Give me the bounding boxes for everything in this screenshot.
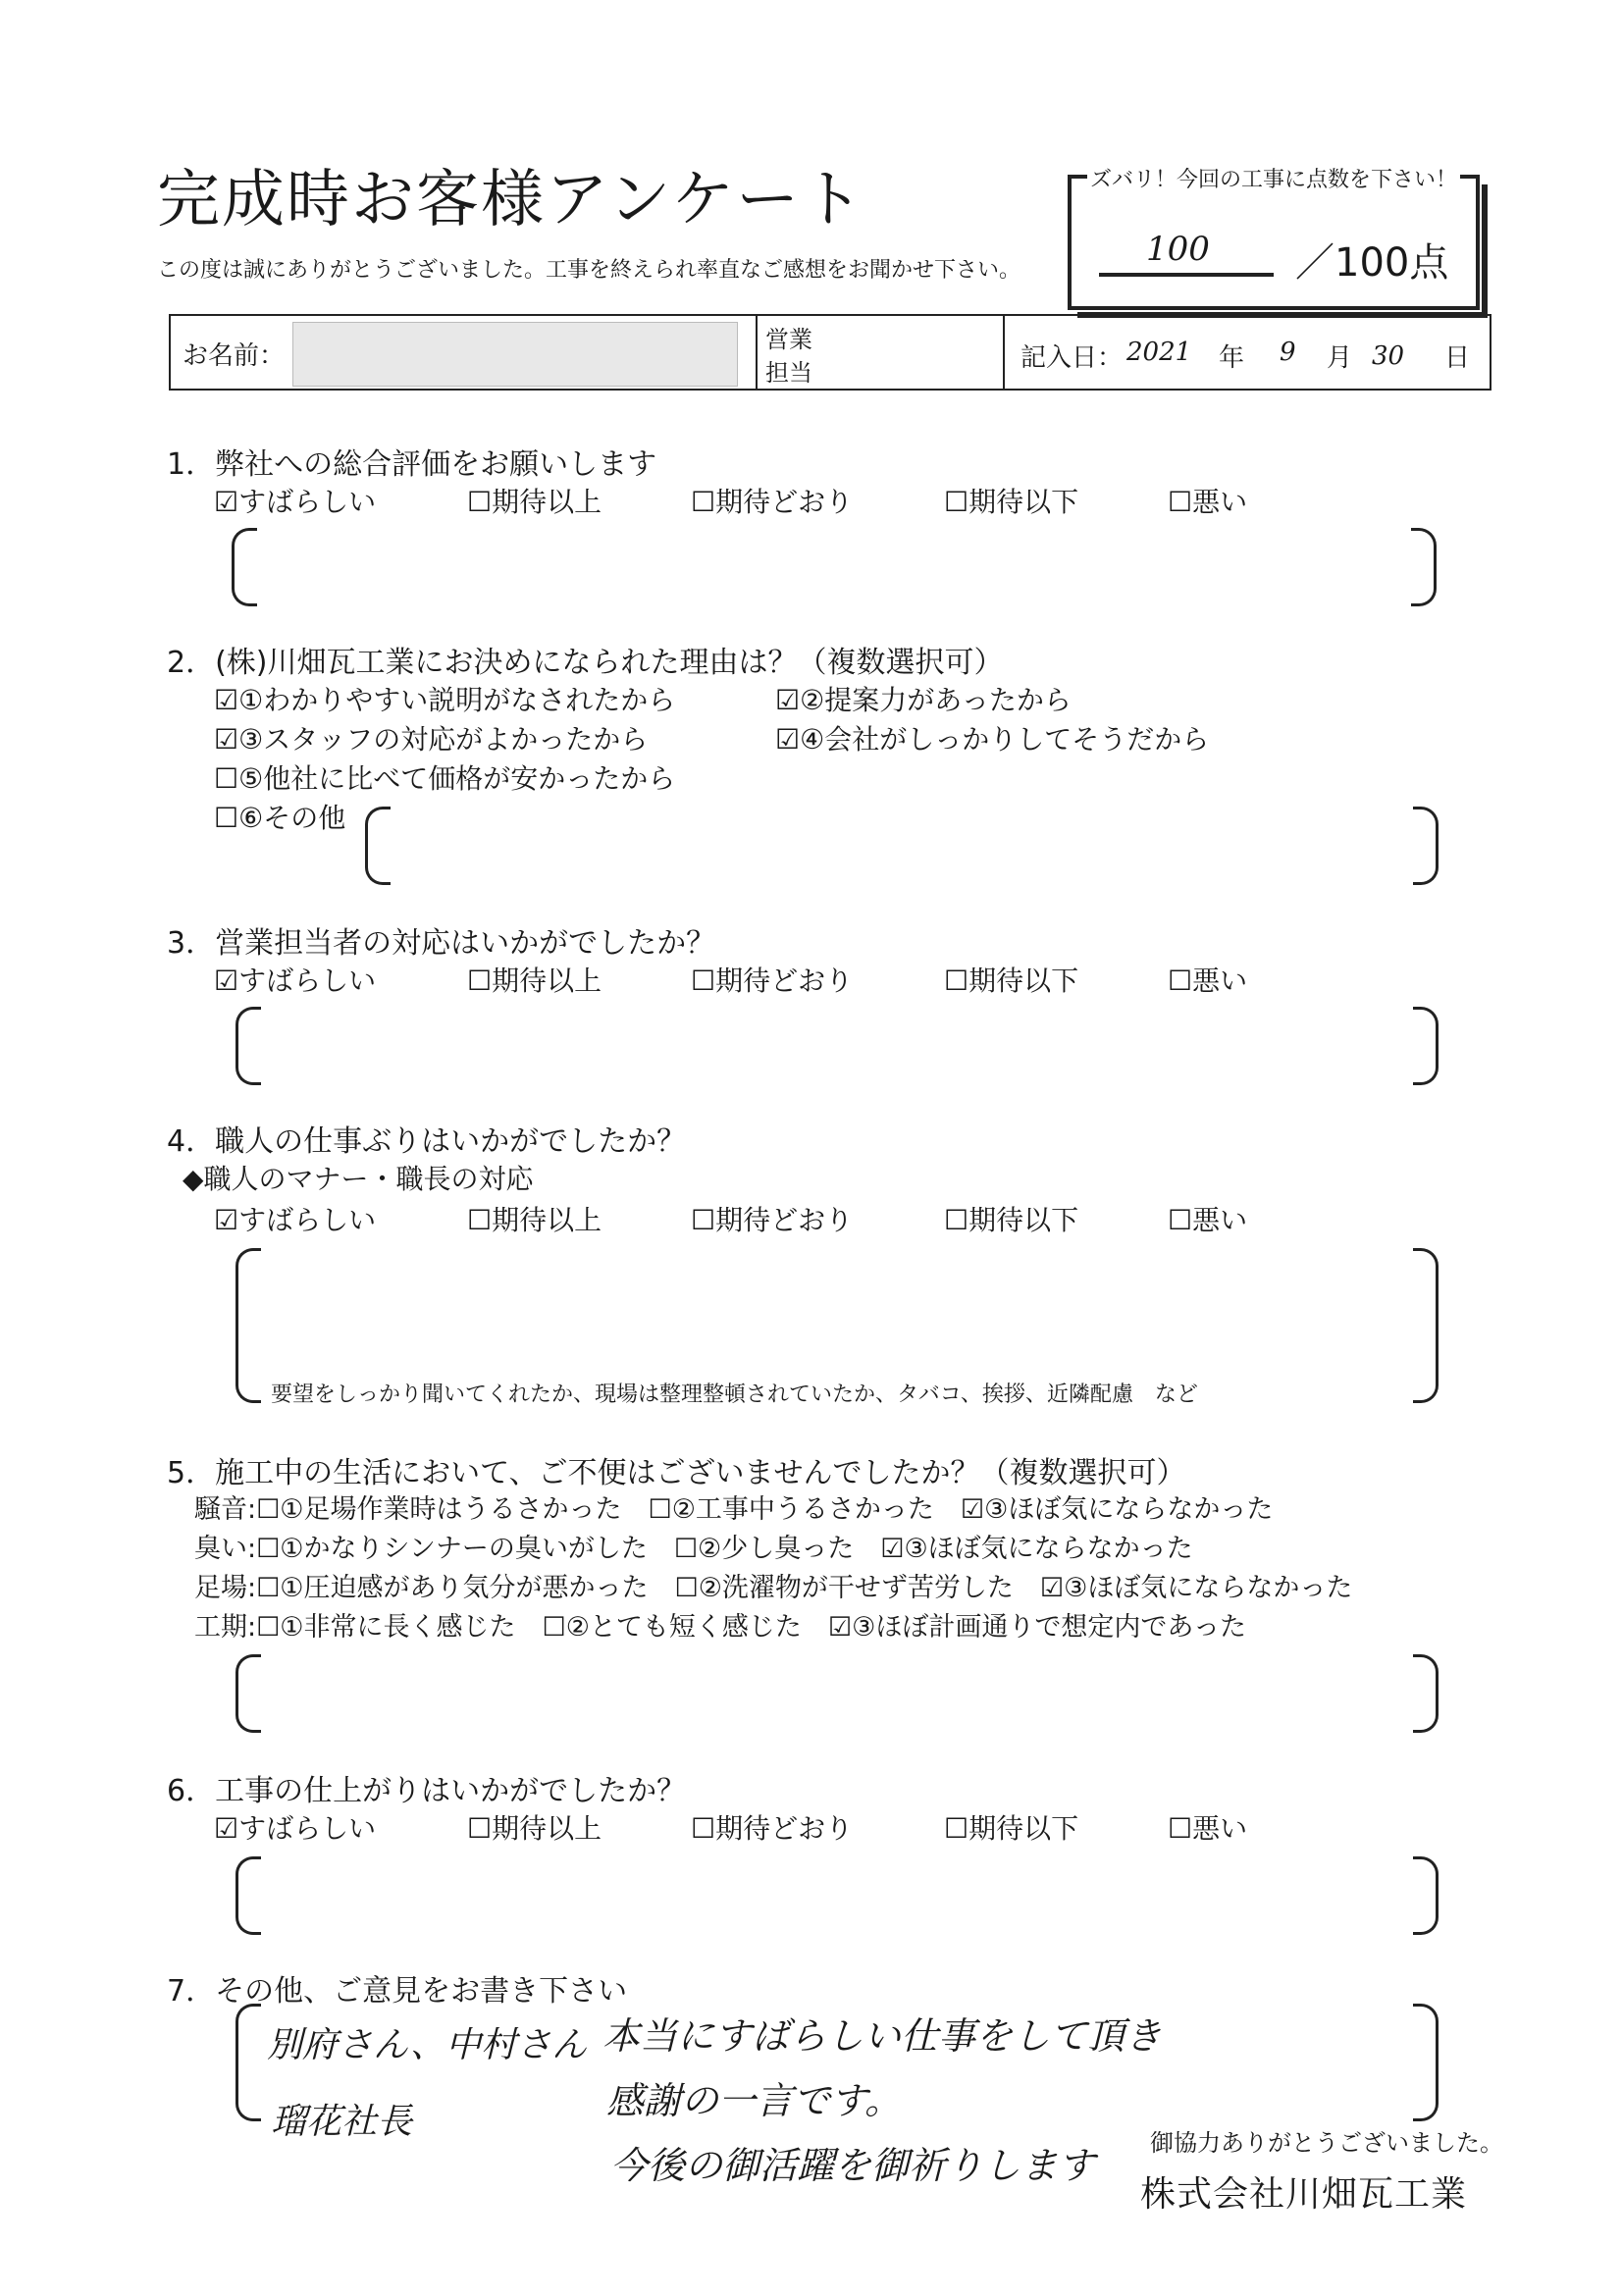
q7-title: 7．その他、ご意見をお書き下さい xyxy=(167,1974,628,2009)
q3-option-expected[interactable]: ☐期待どおり xyxy=(691,965,854,997)
q5-comment-bracket-right xyxy=(1413,1654,1439,1733)
q4-comment-bracket-left xyxy=(235,1248,261,1403)
name-field[interactable] xyxy=(292,322,738,387)
q1-comment-bracket-left xyxy=(232,528,257,606)
q7-handwritten-president[interactable]: 瑠花社長 xyxy=(271,2102,413,2142)
q7-handwritten-names[interactable]: 別府さん、中村さん xyxy=(267,2025,588,2065)
q3-comment-bracket-right xyxy=(1413,1007,1439,1085)
year-value[interactable]: 2021 xyxy=(1126,338,1192,367)
q2-option-4[interactable]: ☑④会社がしっかりしてそうだから xyxy=(775,723,1210,756)
q3-option-below[interactable]: ☐期待以下 xyxy=(944,965,1079,997)
company-name: 株式会社川畑瓦工業 xyxy=(1140,2174,1468,2215)
q6-option-bad[interactable]: ☐悪い xyxy=(1168,1812,1248,1845)
q4-subtitle: ◆職人のマナー・職長の対応 xyxy=(183,1163,534,1195)
q2-option-1[interactable]: ☑①わかりやすい説明がなされたから xyxy=(214,684,676,716)
q4-comment-bracket-right xyxy=(1413,1248,1439,1403)
q7-handwritten-line-3[interactable]: 今後の御活躍を御祈りします xyxy=(610,2144,1096,2187)
q6-option-below[interactable]: ☐期待以下 xyxy=(944,1812,1079,1845)
q1-title: 1．弊社への総合評価をお願いします xyxy=(167,447,657,482)
thanks-note: 御協力ありがとうございました。 xyxy=(1150,2129,1503,2157)
sales-label-1: 営業 xyxy=(765,326,812,353)
q2-option-6[interactable]: ☐⑥その他 xyxy=(214,802,346,834)
q1-option-below[interactable]: ☐期待以下 xyxy=(944,486,1079,518)
q5-row-smell[interactable]: 臭い:☐①かなりシンナーの臭いがした ☐②少し臭った ☑③ほぼ気にならなかった xyxy=(194,1534,1193,1564)
info-divider xyxy=(756,314,758,391)
q4-title: 4．職人の仕事ぶりはいかがでしたか？ xyxy=(167,1124,687,1159)
score-underline xyxy=(1099,273,1274,277)
q2-option-3[interactable]: ☑③スタッフの対応がよかったから xyxy=(214,723,649,756)
q7-comment-bracket-left xyxy=(235,2004,261,2121)
score-heading: ズバリ！今回の工事に点数を下さい！ xyxy=(1087,163,1460,193)
q6-option-above[interactable]: ☐期待以上 xyxy=(467,1812,602,1845)
q2-title: 2．(株)川畑瓦工業にお決めになられた理由は？（複数選択可） xyxy=(167,646,1004,680)
month-label: 月 xyxy=(1327,343,1353,373)
q3-option-above[interactable]: ☐期待以上 xyxy=(467,965,602,997)
q7-handwritten-line-2[interactable]: 感謝の一言です。 xyxy=(606,2079,902,2122)
q1-option-expected[interactable]: ☐期待どおり xyxy=(691,486,854,518)
q6-option-excellent[interactable]: ☑すばらしい xyxy=(214,1812,377,1845)
q2-option-5[interactable]: ☐⑤他社に比べて価格が安かったから xyxy=(214,762,676,795)
q2-other-bracket-left xyxy=(365,807,391,885)
q6-title: 6．工事の仕上がりはいかがでしたか？ xyxy=(167,1774,687,1808)
page-subtitle: この度は誠にありがとうございました。工事を終えられ率直なご感想をお聞かせ下さい。 xyxy=(157,258,1021,283)
day-value[interactable]: 30 xyxy=(1372,341,1405,371)
q3-title: 3．営業担当者の対応はいかがでしたか？ xyxy=(167,926,716,961)
q4-note: 要望をしっかり聞いてくれたか、現場は整理整頓されていたか、タバコ、挨拶、近隣配慮 など xyxy=(271,1383,1198,1407)
q1-option-bad[interactable]: ☐悪い xyxy=(1168,486,1248,518)
q7-handwritten-line-1[interactable]: 本当にすばらしい仕事をして頂き xyxy=(602,2014,1163,2058)
score-total: ／100点 xyxy=(1295,240,1449,286)
q6-comment-bracket-left xyxy=(235,1856,261,1935)
sales-label-2: 担当 xyxy=(765,359,812,387)
q4-option-above[interactable]: ☐期待以上 xyxy=(467,1204,602,1236)
q3-option-excellent[interactable]: ☑すばらしい xyxy=(214,965,377,997)
q5-row-scaffold[interactable]: 足場:☐①圧迫感があり気分が悪かった ☐②洗濯物が干せず苦労した ☑③ほぼ気にならなかった xyxy=(194,1573,1353,1603)
q5-title: 5．施工中の生活において、ご不便はございませんでしたか？（複数選択可） xyxy=(167,1456,1186,1490)
info-divider xyxy=(1003,314,1005,391)
q1-comment-bracket-right xyxy=(1411,528,1437,606)
q4-option-excellent[interactable]: ☑すばらしい xyxy=(214,1204,377,1236)
month-value[interactable]: 9 xyxy=(1280,338,1296,367)
q7-comment-bracket-right xyxy=(1413,2004,1439,2121)
q4-option-expected[interactable]: ☐期待どおり xyxy=(691,1204,854,1236)
q6-comment-bracket-right xyxy=(1413,1856,1439,1935)
score-value[interactable]: 100 xyxy=(1146,230,1210,269)
page-title: 完成時お客様アンケート xyxy=(157,164,866,236)
q5-comment-bracket-left xyxy=(235,1654,261,1733)
name-label: お名前： xyxy=(183,341,286,371)
q3-comment-bracket-left xyxy=(235,1007,261,1085)
q5-row-period[interactable]: 工期:☐①非常に長く感じた ☐②とても短く感じた ☑③ほぼ計画通りで想定内であった xyxy=(194,1612,1247,1643)
q1-option-excellent[interactable]: ☑すばらしい xyxy=(214,486,377,518)
q2-other-bracket-right xyxy=(1413,807,1439,885)
q3-option-bad[interactable]: ☐悪い xyxy=(1168,965,1248,997)
day-label: 日 xyxy=(1444,343,1471,373)
year-label: 年 xyxy=(1219,343,1245,373)
date-label: 記入日： xyxy=(1020,343,1124,373)
q1-option-above[interactable]: ☐期待以上 xyxy=(467,486,602,518)
q4-option-below[interactable]: ☐期待以下 xyxy=(944,1204,1079,1236)
q2-option-2[interactable]: ☑②提案力があったから xyxy=(775,684,1072,716)
q4-option-bad[interactable]: ☐悪い xyxy=(1168,1204,1248,1236)
q5-row-noise[interactable]: 騒音:☐①足場作業時はうるさかった ☐②工事中うるさかった ☑③ほぼ気にならなかった xyxy=(194,1494,1274,1525)
q6-option-expected[interactable]: ☐期待どおり xyxy=(691,1812,854,1845)
